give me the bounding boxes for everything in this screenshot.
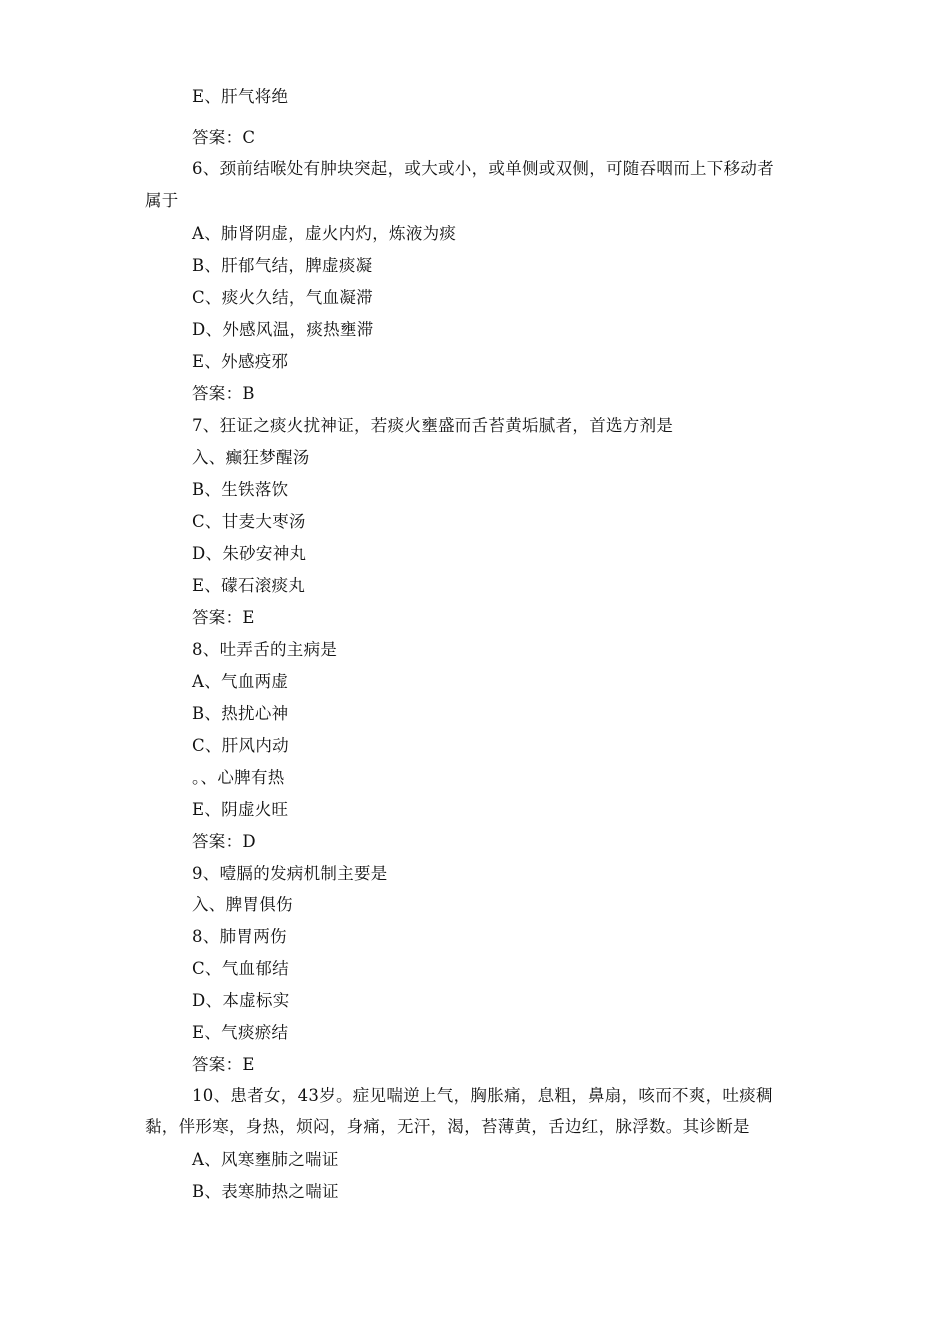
question-text: 10、患者女，43岁。症见喘逆上气，胸胀痛，息粗，鼻扇，咳而不爽，吐痰稠 (192, 1086, 773, 1105)
option-text: D、朱砂安神丸 (192, 544, 307, 563)
option-text: A、肺肾阴虚，虚火内灼，炼液为痰 (192, 224, 457, 243)
answer-text: 答案：E (192, 1055, 255, 1074)
option-text: C、甘麦大枣汤 (192, 512, 306, 531)
option-text: B、表寒肺热之喘证 (192, 1182, 339, 1201)
option-text: A、风寒壅肺之喘证 (192, 1150, 339, 1169)
option-text: 8、肺胃两伤 (192, 927, 287, 946)
option-text: 入、癫狂梦醒汤 (192, 448, 310, 467)
option-text: C、痰火久结，气血凝滞 (192, 288, 373, 307)
option-text: B、生铁落饮 (192, 480, 289, 499)
question-text-continued: 属于 (145, 191, 179, 210)
question-text: 8、吐弄舌的主病是 (192, 640, 338, 659)
answer-text: 答案：B (192, 384, 255, 403)
option-text: E、阴虚火旺 (192, 800, 289, 819)
option-text: E、礞石滚痰丸 (192, 576, 306, 595)
question-text-continued: 黏，伴形寒，身热，烦闷，身痛，无汗，渴，苔薄黄，舌边红，脉浮数。其诊断是 (145, 1117, 750, 1136)
option-text: D、外感风温，痰热壅滞 (192, 320, 374, 339)
option-text: B、肝郁气结，脾虚痰凝 (192, 256, 373, 275)
option-text: E、气痰瘀结 (192, 1023, 289, 1042)
option-text: E、外感疫邪 (192, 352, 289, 371)
option-text: E、肝气将绝 (192, 87, 289, 106)
option-text: 。、心脾有热 (192, 768, 285, 787)
answer-text: 答案：D (192, 832, 256, 851)
question-text: 9、噎膈的发病机制主要是 (192, 864, 388, 883)
option-text: A、气血两虚 (192, 672, 289, 691)
answer-text: 答案：C (192, 128, 256, 147)
option-text: 入、脾胃俱伤 (192, 895, 293, 914)
question-text: 7、狂证之痰火扰神证，若痰火壅盛而舌苔黄垢腻者，首选方剂是 (192, 416, 674, 435)
option-text: C、肝风内动 (192, 736, 289, 755)
option-text: D、本虚标实 (192, 991, 290, 1010)
option-text: C、气血郁结 (192, 959, 289, 978)
option-text: B、热扰心神 (192, 704, 289, 723)
answer-text: 答案：E (192, 608, 255, 627)
question-text: 6、颈前结喉处有肿块突起，或大或小，或单侧或双侧，可随吞咽而上下移动者 (192, 159, 774, 178)
